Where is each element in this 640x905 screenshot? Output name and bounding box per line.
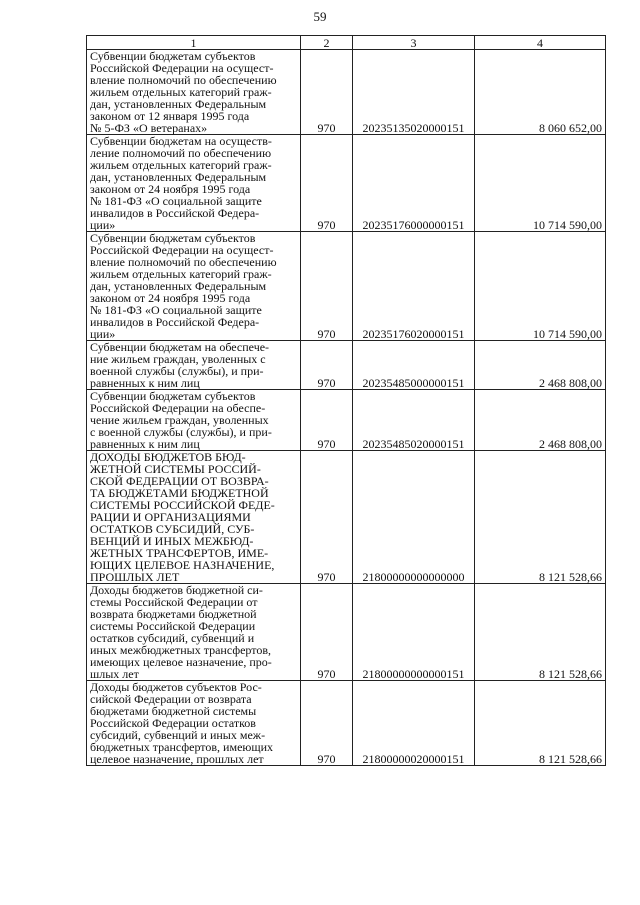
- description-line: жильем отдельных категорий граж-: [90, 267, 272, 281]
- description-line: № 181-ФЗ «О социальной защите: [90, 194, 262, 208]
- row-description: [87, 232, 301, 341]
- description-line: № 181-ФЗ «О социальной защите: [90, 303, 262, 317]
- table-row: [87, 135, 606, 232]
- description-line: Российской Федерации на осущест-: [90, 243, 274, 257]
- description-line: инвалидов в Российской Федера-: [90, 206, 260, 220]
- description-line: Субвенции бюджетам на обеспече-: [90, 340, 270, 354]
- description-line: ции»: [90, 327, 116, 341]
- description-line: ции»: [90, 218, 116, 232]
- table-row: [87, 584, 606, 681]
- description-line: чение жильем граждан, уволенных: [90, 413, 269, 427]
- description-line: шлых лет: [90, 667, 139, 681]
- table-header-row: [87, 36, 606, 50]
- row-amount: 8 121 528,66: [475, 584, 606, 681]
- row-amount: 8 060 652,00: [475, 50, 606, 135]
- table-row: [87, 50, 606, 135]
- description-line: возврата бюджетами бюджетной: [90, 607, 257, 621]
- description-line: Доходы бюджетов субъектов Рос-: [90, 680, 262, 694]
- description-line: бюджетных трансфертов, имеющих: [90, 740, 274, 754]
- row-description: [87, 50, 301, 135]
- column-header-3: 3: [353, 36, 475, 50]
- description-line: СИСТЕМЫ РОССИЙСКОЙ ФЕДЕ-: [90, 498, 275, 512]
- description-line: ПРОШЛЫХ ЛЕТ: [90, 570, 180, 584]
- table-row: [87, 681, 606, 766]
- row-admin-code: 970: [301, 390, 353, 451]
- description-line: жильем отдельных категорий граж-: [90, 158, 272, 172]
- description-line: РАЦИИ И ОРГАНИЗАЦИЯМИ: [90, 510, 251, 524]
- description-line: законом от 24 ноября 1995 года: [90, 291, 251, 305]
- table-row: [87, 341, 606, 390]
- column-header-2: 2: [301, 36, 353, 50]
- description-line: целевое назначение, прошлых лет: [90, 752, 264, 766]
- description-line: ление полномочий по обеспечению: [90, 146, 272, 160]
- row-description: [87, 681, 301, 766]
- description-line: Российской Федерации остатков: [90, 716, 256, 730]
- description-line: системы Российской Федерации: [90, 619, 256, 633]
- table-row: [87, 451, 606, 584]
- row-budget-code: 20235485000000151: [353, 341, 475, 390]
- description-line: № 5-ФЗ «О ветеранах»: [90, 121, 208, 135]
- description-line: ТА БЮДЖЕТАМИ БЮДЖЕТНОЙ: [90, 486, 269, 500]
- description-line: Доходы бюджетов бюджетной си-: [90, 583, 263, 597]
- description-line: ние жильем граждан, уволенных с: [90, 352, 266, 366]
- row-amount: 2 468 808,00: [475, 390, 606, 451]
- description-line: субсидий, субвенций и иных меж-: [90, 728, 266, 742]
- description-line: ЮЩИХ ЦЕЛЕВОЕ НАЗНАЧЕНИЕ,: [90, 558, 275, 572]
- row-amount: 8 121 528,66: [475, 681, 606, 766]
- row-amount: 10 714 590,00: [475, 135, 606, 232]
- row-budget-code: 20235176000000151: [353, 135, 475, 232]
- row-amount: 8 121 528,66: [475, 451, 606, 584]
- description-line: вление полномочий по обеспечению: [90, 73, 277, 87]
- row-budget-code: 21800000000000000: [353, 451, 475, 584]
- description-line: равненных к ним лиц: [90, 376, 200, 390]
- row-description: [87, 135, 301, 232]
- description-line: бюджетами бюджетной системы: [90, 704, 257, 718]
- budget-table: [86, 35, 606, 766]
- row-budget-code: 21800000020000151: [353, 681, 475, 766]
- row-budget-code: 21800000000000151: [353, 584, 475, 681]
- description-line: Субвенции бюджетам на осуществ-: [90, 134, 272, 148]
- description-line: дан, установленных Федеральным: [90, 170, 267, 184]
- row-description: [87, 341, 301, 390]
- row-budget-code: 20235135020000151: [353, 50, 475, 135]
- description-line: ВЕНЦИЙ И ИНЫХ МЕЖБЮД-: [90, 534, 254, 548]
- row-admin-code: 970: [301, 584, 353, 681]
- description-line: ДОХОДЫ БЮДЖЕТОВ БЮД-: [90, 450, 246, 464]
- description-line: Российской Федерации на осущест-: [90, 61, 274, 75]
- row-description: [87, 451, 301, 584]
- description-line: сийской Федерации от возврата: [90, 692, 252, 706]
- row-amount: 10 714 590,00: [475, 232, 606, 341]
- description-line: с военной службы (службы), и при-: [90, 425, 272, 439]
- description-line: Субвенции бюджетам субъектов: [90, 389, 256, 403]
- page-number: 59: [313, 9, 327, 24]
- row-budget-code: 20235485020000151: [353, 390, 475, 451]
- row-description: [87, 390, 301, 451]
- table-row: [87, 390, 606, 451]
- description-line: дан, установленных Федеральным: [90, 97, 267, 111]
- description-line: законом от 24 ноября 1995 года: [90, 182, 251, 196]
- row-admin-code: 970: [301, 341, 353, 390]
- description-line: СКОЙ ФЕДЕРАЦИИ ОТ ВОЗВРА-: [90, 474, 269, 488]
- row-admin-code: 970: [301, 451, 353, 584]
- table-row: [87, 232, 606, 341]
- description-line: иных межбюджетных трансфертов,: [90, 643, 272, 657]
- description-line: стемы Российской Федерации от: [90, 595, 258, 609]
- description-line: равненных к ним лиц: [90, 437, 200, 451]
- description-line: Субвенции бюджетам субъектов: [90, 49, 256, 63]
- description-line: остатков субсидий, субвенций и: [90, 631, 255, 645]
- description-line: ЖЕТНОЙ СИСТЕМЫ РОССИЙ-: [90, 462, 261, 476]
- column-header-1: 1: [87, 36, 301, 50]
- row-admin-code: 970: [301, 50, 353, 135]
- description-line: дан, установленных Федеральным: [90, 279, 267, 293]
- description-line: военной службы (службы), и при-: [90, 364, 264, 378]
- description-line: Российской Федерации на обеспе-: [90, 401, 266, 415]
- row-budget-code: 20235176020000151: [353, 232, 475, 341]
- description-line: законом от 12 января 1995 года: [90, 109, 250, 123]
- row-description: [87, 584, 301, 681]
- row-admin-code: 970: [301, 681, 353, 766]
- row-admin-code: 970: [301, 135, 353, 232]
- description-line: жильем отдельных категорий граж-: [90, 85, 272, 99]
- row-admin-code: 970: [301, 232, 353, 341]
- row-amount: 2 468 808,00: [475, 341, 606, 390]
- table-body: [87, 50, 606, 766]
- description-line: ЖЕТНЫХ ТРАНСФЕРТОВ, ИМЕ-: [90, 546, 269, 560]
- description-line: ОСТАТКОВ СУБСИДИЙ, СУБ-: [90, 522, 255, 536]
- column-header-4: 4: [475, 36, 606, 50]
- description-line: вление полномочий по обеспечению: [90, 255, 277, 269]
- description-line: Субвенции бюджетам субъектов: [90, 231, 256, 245]
- description-line: имеющих целевое назначение, про-: [90, 655, 272, 669]
- description-line: инвалидов в Российской Федера-: [90, 315, 260, 329]
